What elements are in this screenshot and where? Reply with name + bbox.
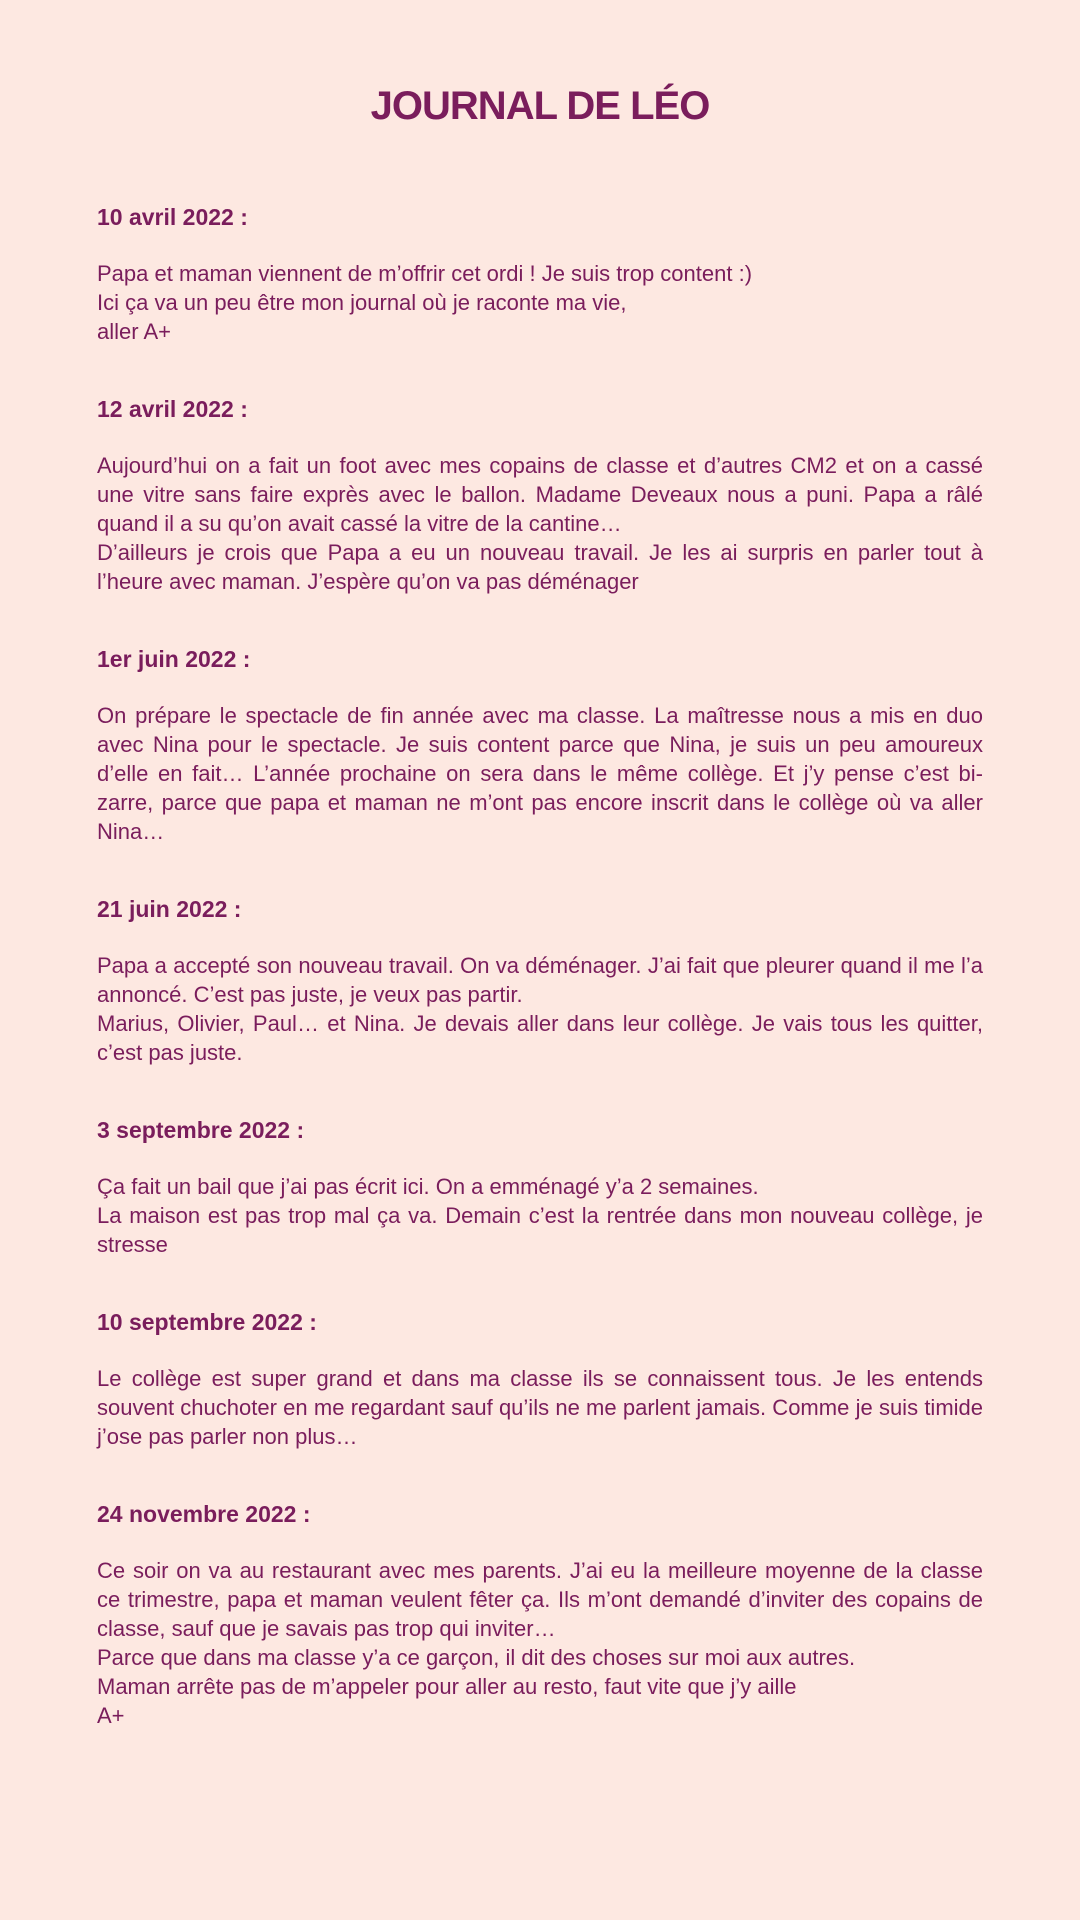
entry-body — [97, 1364, 983, 1451]
entry-paragraph: Marius, Olivier, Paul… et Nina. Je devais aller dans leur collège. Je vais tous les quitter, c’est pas juste. — [97, 1011, 983, 1065]
entry-date: 10 septembre 2022 : — [97, 1309, 317, 1335]
entry-body — [97, 951, 983, 1067]
entry-date: 1er juin 2022 : — [97, 646, 251, 672]
journal-entry — [97, 1499, 983, 1730]
entry-paragraph: Maman arrête pas de m’appeler pour aller au resto, faut vite que j’y aille — [97, 1674, 797, 1699]
entry-paragraph: La maison est pas trop mal ça va. Demain c’est la rentrée dans mon nouveau collège, je stresse — [97, 1203, 983, 1257]
entry-date: 3 septembre 2022 : — [97, 1117, 305, 1143]
page-title: JOURNAL DE LÉO — [370, 84, 710, 128]
entry-paragraph: Ce soir on va au restaurant avec mes parents. J’ai eu la meilleure moyenne de la classe ce trimestre, papa et maman veulent fêter ça. Ils m’ont demandé d’inviter des copains de classe, sauf que je savais pas trop qui inviter… — [97, 1558, 983, 1641]
entry-paragraph: Aujourd’hui on a fait un foot avec mes copains de classe et d’autres CM2 et on a cassé une vitre sans faire exprès avec le ballon. Madame Deveaux nous a puni. Papa a râlé quand il a su qu’on avait cassé la vitre de la cantine… — [97, 453, 983, 536]
entry-body — [97, 1556, 983, 1730]
entry-paragraph: aller A+ — [97, 319, 171, 344]
entry-body — [97, 451, 983, 596]
journal-entry — [97, 644, 983, 846]
journal-entry — [97, 1115, 983, 1259]
entry-paragraph: Papa et maman viennent de m’offrir cet ordi ! Je suis trop content :) — [97, 261, 753, 286]
entry-date: 12 avril 2022 : — [97, 396, 248, 422]
entry-paragraph: A+ — [97, 1703, 125, 1728]
entry-paragraph: Ça fait un bail que j’ai pas écrit ici. On a emménagé y’a 2 semaines. — [97, 1174, 759, 1199]
entry-paragraph: Parce que dans ma classe y’a ce garçon, il dit des choses sur moi aux autres. — [97, 1645, 856, 1670]
journal-entry — [97, 894, 983, 1067]
entry-paragraph: D’ailleurs je crois que Papa a eu un nouveau travail. Je les ai surpris en parler tout à l’heure avec maman. J’espère qu’on va pas déménager — [97, 540, 983, 594]
journal-entry — [97, 394, 983, 596]
entry-body — [97, 701, 983, 846]
entry-date: 21 juin 2022 : — [97, 896, 242, 922]
entry-date: 24 novembre 2022 : — [97, 1501, 311, 1527]
entry-paragraph: Le collège est super grand et dans ma classe ils se connaissent tous. Je les entends souvent chuchoter en me regardant sauf qu’ils ne me parlent jamais. Comme je suis timide j’ose pas parler non plus… — [97, 1366, 983, 1449]
entry-body — [97, 259, 983, 346]
journal-entry — [97, 202, 983, 346]
journal-entry — [97, 1307, 983, 1451]
entry-paragraph: On prépare le spectacle de fin année avec ma classe. La maîtresse nous a mis en duo avec Nina pour le spectacle. Je suis content parce que Nina, je suis un peu amoureux d’elle en fait… L’année prochaine on sera dans le même collège. Et j’y pense c’est bi-zarre, parce que papa et maman ne m’ont pas encore inscrit dans le collège où va aller Nina… — [97, 703, 983, 844]
entry-body — [97, 1172, 983, 1259]
entry-paragraph: Ici ça va un peu être mon journal où je raconte ma vie, — [97, 290, 627, 315]
entry-date: 10 avril 2022 : — [97, 204, 248, 230]
entry-paragraph: Papa a accepté son nouveau travail. On va déménager. J’ai fait que pleurer quand il me l’a annoncé. C’est pas juste, je veux pas partir. — [97, 953, 983, 1007]
